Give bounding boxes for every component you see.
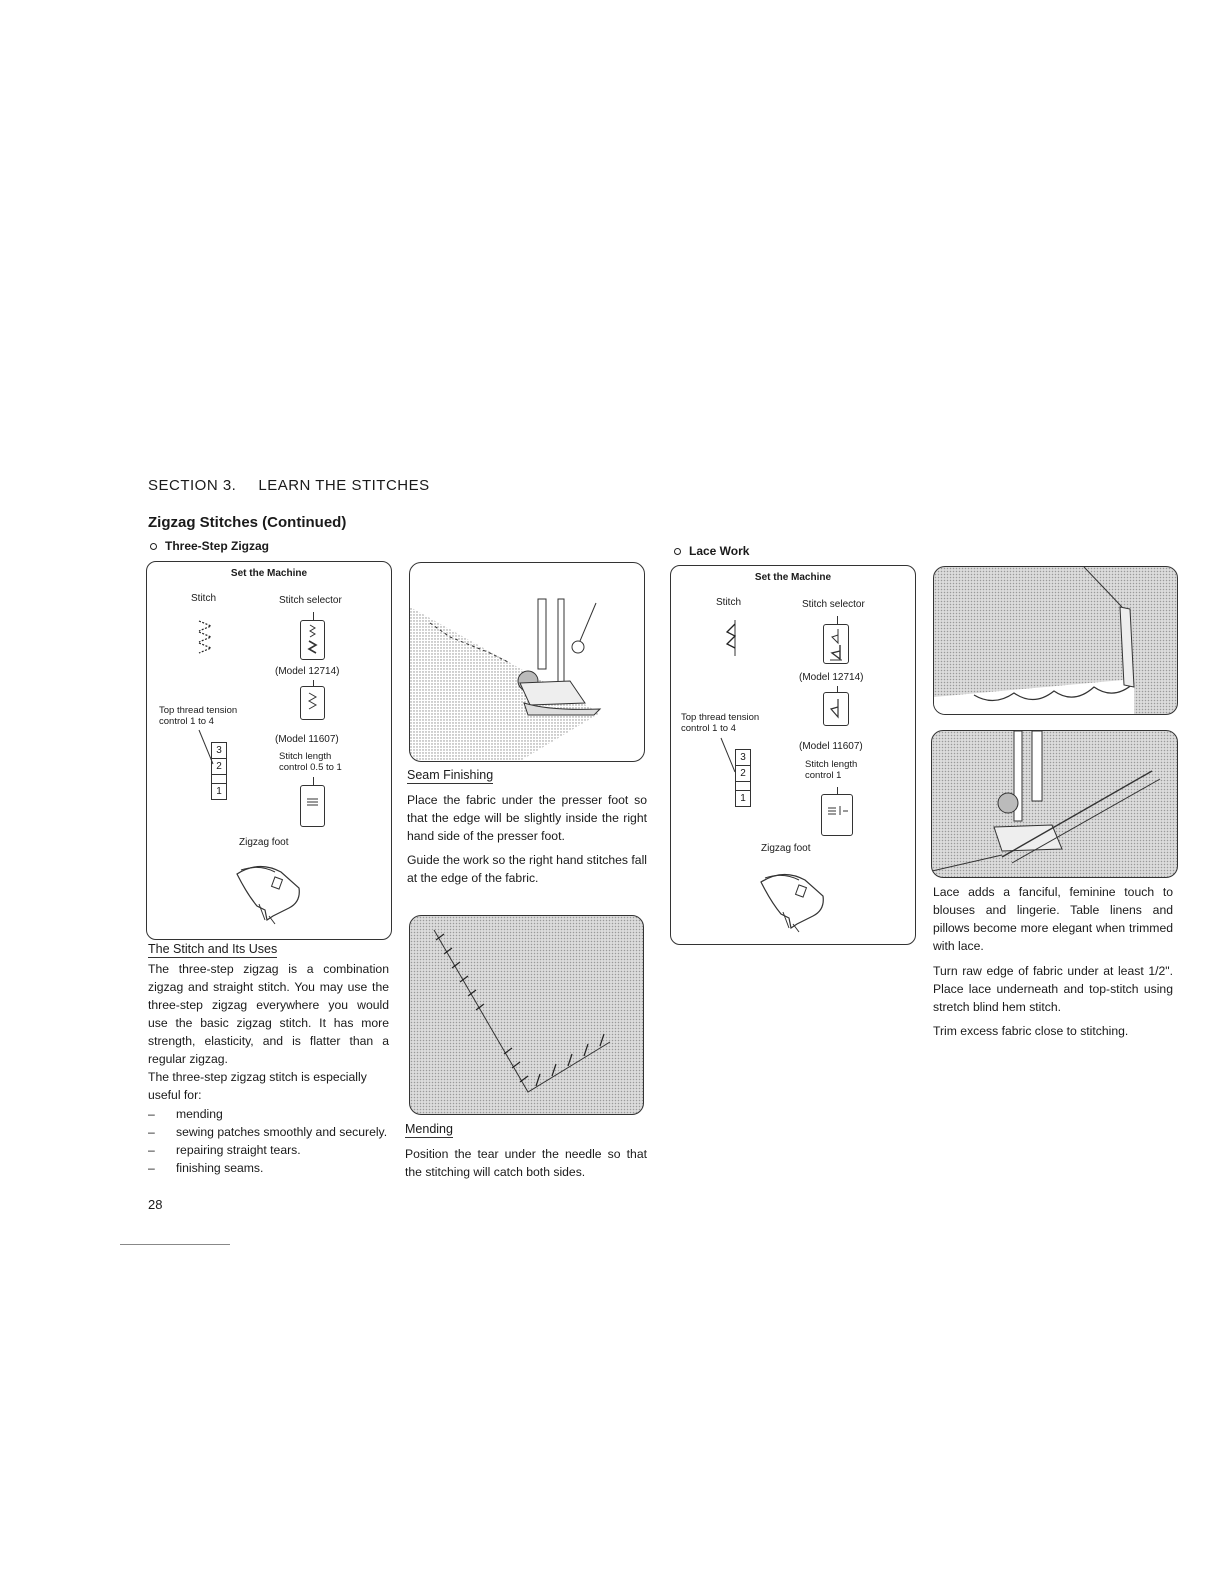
three-step-zigzag-icon xyxy=(195,618,217,654)
footer-rule xyxy=(120,1244,230,1245)
stitch-label: Stitch xyxy=(716,597,742,608)
model-12714-label: (Model 12714) xyxy=(799,672,864,683)
list-item: – mending xyxy=(148,1105,389,1123)
seam-paragraph-1: Place the fabric under the presser foot so that the edge will be slightly inside the right hand side of the presser foot. xyxy=(407,793,647,843)
lace-work-bullet: Lace Work xyxy=(674,544,749,558)
seam-finishing-illustration xyxy=(409,562,645,762)
uses-paragraph-2: The three-step zigzag stitch is especially useful for: xyxy=(148,1070,367,1102)
stitch-length-label: Stitch length control 0.5 to 1 xyxy=(279,751,342,773)
stitch-selector-dial-11607 xyxy=(300,686,325,720)
mending-paragraph: Position the tear under the needle so that the stitching will catch both sides. xyxy=(405,1147,647,1179)
lace-pattern-icon xyxy=(824,693,848,725)
lace-paragraph-2: Turn raw edge of fabric under at least 1/2". Place lace underneath and top-stitch using stretch blind hem stitch. xyxy=(933,964,1173,1014)
length-lines-icon xyxy=(301,786,324,826)
model-12714-label: (Model 12714) xyxy=(275,666,340,677)
mending-illustration xyxy=(409,915,644,1115)
lace-paragraph-1: Lace adds a fanciful, feminine touch to blouses and lingerie. Table linens and pillows become more elegant when trimmed with lace. xyxy=(933,885,1173,953)
zigzag-pattern-icon xyxy=(301,621,324,659)
model-11607-label: (Model 11607) xyxy=(275,734,339,745)
list-item: – repairing straight tears. xyxy=(148,1141,389,1159)
stitch-length-dial xyxy=(300,785,325,827)
seam-paragraph-2: Guide the work so the right hand stitches fall at the edge of the fabric. xyxy=(407,853,647,885)
stitch-selector-dial-11607 xyxy=(823,692,849,726)
uses-paragraph-1: The three-step zigzag is a combination zigzag and straight stitch. You may use the three-step zigzag everywhere you would use the basic zigzag stitch. It has more strength, elasticity, and is flatter than a regular zigzag. xyxy=(148,962,389,1066)
zigzag-pattern-icon xyxy=(301,687,324,719)
lace-edge-illustration xyxy=(934,567,1177,714)
mending-stitch-illustration xyxy=(410,916,643,1114)
seam-finishing-caption: Seam Finishing xyxy=(407,768,494,782)
stretch-blind-hem-icon xyxy=(725,618,745,658)
lace-presser-foot-illustration xyxy=(932,731,1177,877)
uses-list xyxy=(148,1105,389,1177)
tension-label: Top thread tension control 1 to 4 xyxy=(681,712,760,734)
section-heading: SECTION 3. LEARN THE STITCHES xyxy=(148,477,430,494)
lace-paragraph-3: Trim excess fabric close to stitching. xyxy=(933,1024,1129,1038)
lace-settings-box xyxy=(670,565,916,945)
stitch-length-label: Stitch length control 1 xyxy=(805,759,858,781)
stitch-label: Stitch xyxy=(191,593,217,604)
uses-caption: The Stitch and Its Uses xyxy=(148,942,278,956)
stitch-selector-dial-12714 xyxy=(823,624,849,664)
zigzag-foot-label: Zigzag foot xyxy=(761,843,811,854)
tension-dial: 3 2 1 xyxy=(735,749,751,807)
stitch-selector-dial-12714 xyxy=(300,620,325,660)
set-machine-label: Set the Machine xyxy=(230,568,308,579)
zigzag-foot-icon xyxy=(753,866,833,934)
lace-sewing-illustration xyxy=(931,730,1178,878)
presser-foot-illustration xyxy=(410,563,644,761)
page-title: Zigzag Stitches (Continued) xyxy=(148,514,347,531)
three-step-bullet: Three-Step Zigzag xyxy=(150,539,269,553)
list-item: – sewing patches smoothly and securely. xyxy=(148,1123,388,1141)
bullet-icon xyxy=(674,548,681,555)
stitch-selector-label: Stitch selector xyxy=(279,595,342,606)
length-lines-icon xyxy=(822,795,852,835)
model-11607-label: (Model 11607) xyxy=(799,741,863,752)
mending-caption: Mending xyxy=(405,1122,453,1136)
tension-label: Top thread tension control 1 to 4 xyxy=(159,705,238,727)
page-number: 28 xyxy=(148,1197,163,1212)
stitch-selector-label: Stitch selector xyxy=(802,599,865,610)
list-item: – finishing seams. xyxy=(148,1159,389,1177)
three-step-settings-box xyxy=(146,561,392,940)
zigzag-foot-label: Zigzag foot xyxy=(239,837,289,848)
bullet-icon xyxy=(150,543,157,550)
lace-trim-illustration xyxy=(933,566,1178,715)
zigzag-foot-icon xyxy=(229,858,309,926)
set-machine-label: Set the Machine xyxy=(754,572,832,583)
stitch-length-dial xyxy=(821,794,853,836)
lace-pattern-icon xyxy=(824,625,848,663)
tension-dial: 3 2 1 xyxy=(211,742,227,800)
